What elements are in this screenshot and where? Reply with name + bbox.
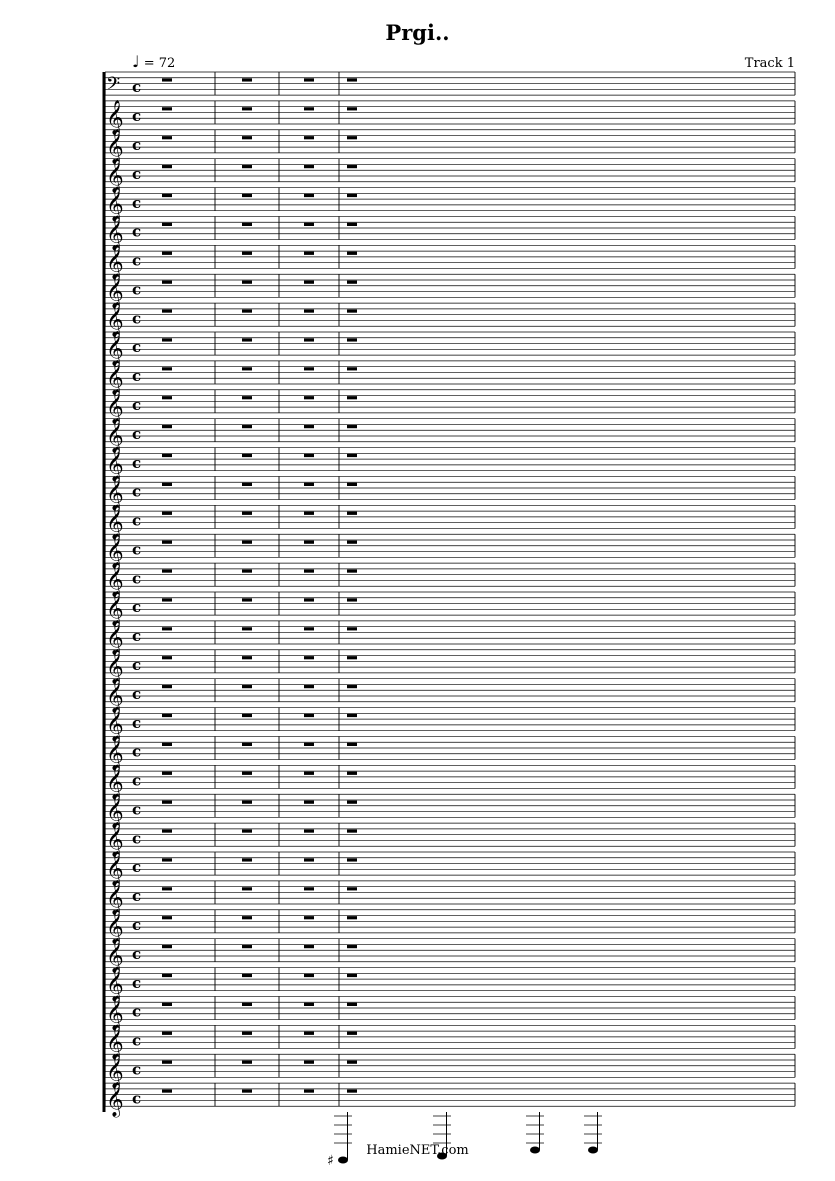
- whole-rest: [242, 512, 252, 515]
- time-signature: c: [132, 1089, 142, 1108]
- whole-rest: [347, 281, 357, 284]
- staff: [105, 533, 795, 569]
- time-signature: c: [132, 222, 142, 241]
- whole-rest: [162, 945, 172, 948]
- staff: [105, 620, 795, 656]
- quarter-note-icon: ♩: [132, 52, 140, 71]
- whole-rest: [242, 887, 252, 890]
- whole-rest: [162, 512, 172, 515]
- whole-rest: [242, 945, 252, 948]
- staff: [105, 678, 795, 714]
- treble-clef-icon: 𝄞: [106, 1024, 124, 1060]
- staff: [105, 100, 795, 136]
- staff: [105, 187, 795, 223]
- whole-rest: [162, 165, 172, 168]
- whole-rest: [304, 396, 314, 399]
- whole-rest: [304, 165, 314, 168]
- whole-rest: [347, 338, 357, 341]
- treble-clef-icon: 𝄞: [106, 966, 124, 1002]
- whole-rest: [347, 1089, 357, 1092]
- staff: [105, 562, 795, 598]
- whole-rest: [242, 367, 252, 370]
- whole-rest: [347, 309, 357, 312]
- whole-rest: [162, 829, 172, 832]
- whole-rest: [347, 1061, 357, 1064]
- whole-rest: [304, 743, 314, 746]
- staff: [105, 880, 795, 916]
- staff: [105, 216, 795, 252]
- whole-rest: [242, 136, 252, 139]
- page-title: Prgi..: [385, 20, 450, 45]
- whole-rest: [162, 541, 172, 544]
- whole-rest: [242, 252, 252, 255]
- staff: [105, 736, 795, 772]
- whole-rest: [304, 801, 314, 804]
- whole-rest: [304, 1032, 314, 1035]
- time-signature: c: [132, 771, 142, 790]
- time-signature: c: [132, 78, 142, 97]
- treble-clef-icon: 𝄞: [106, 620, 124, 655]
- whole-rest: [347, 974, 357, 977]
- staff: [105, 418, 795, 454]
- whole-rest: [162, 772, 172, 775]
- staff: [105, 158, 795, 194]
- time-signature: c: [132, 309, 142, 328]
- whole-rest: [162, 281, 172, 284]
- whole-rest: [242, 107, 252, 110]
- whole-rest: [347, 945, 357, 948]
- whole-rest: [242, 165, 252, 168]
- whole-rest: [162, 627, 172, 630]
- time-signature: c: [132, 251, 142, 270]
- treble-clef-icon: 𝄞: [106, 764, 124, 800]
- whole-rest: [304, 454, 314, 457]
- whole-rest: [304, 107, 314, 110]
- whole-rest: [304, 338, 314, 341]
- whole-rest: [304, 223, 314, 226]
- staff: [105, 851, 795, 887]
- treble-clef-icon: 𝄞: [106, 533, 124, 569]
- time-signature: c: [132, 887, 142, 906]
- whole-rest: [347, 396, 357, 399]
- whole-rest: [162, 78, 172, 81]
- whole-rest: [304, 772, 314, 775]
- whole-rest: [304, 858, 314, 861]
- staff: [105, 389, 795, 425]
- staff: [105, 504, 795, 540]
- staff: [105, 591, 795, 627]
- whole-rest: [162, 569, 172, 572]
- staff: [105, 909, 795, 945]
- whole-rest: [162, 743, 172, 746]
- whole-rest: [242, 598, 252, 601]
- treble-clef-icon: 𝄞: [106, 215, 124, 251]
- whole-rest: [304, 1003, 314, 1006]
- whole-rest: [347, 916, 357, 919]
- time-signature: c: [132, 598, 142, 617]
- whole-rest: [347, 714, 357, 717]
- time-signature: c: [132, 107, 142, 126]
- whole-rest: [304, 714, 314, 717]
- whole-rest: [242, 309, 252, 312]
- whole-rest: [304, 281, 314, 284]
- time-signature: c: [132, 973, 142, 992]
- whole-rest: [347, 887, 357, 890]
- whole-rest: [304, 309, 314, 312]
- treble-clef-icon: 𝄞: [106, 331, 124, 367]
- whole-rest: [162, 916, 172, 919]
- whole-rest: [304, 569, 314, 572]
- track-label: Track 1: [744, 56, 795, 71]
- whole-rest: [242, 396, 252, 399]
- treble-clef-icon: 𝄞: [106, 157, 124, 193]
- treble-clef-icon: 𝄞: [106, 822, 124, 858]
- whole-rest: [162, 136, 172, 139]
- note-marks: [327, 1112, 602, 1169]
- whole-rest: [242, 685, 252, 688]
- whole-rest: [347, 194, 357, 197]
- whole-rest: [304, 887, 314, 890]
- treble-clef-icon: 𝄞: [106, 186, 124, 222]
- treble-clef-icon: 𝄞: [106, 244, 124, 280]
- whole-rest: [347, 772, 357, 775]
- whole-rest: [242, 656, 252, 659]
- whole-rest: [347, 541, 357, 544]
- treble-clef-icon: 𝄞: [106, 735, 124, 771]
- staff: [105, 302, 795, 338]
- time-signature: c: [132, 742, 142, 761]
- staff: [105, 360, 795, 396]
- treble-clef-icon: 𝄞: [106, 591, 124, 627]
- whole-rest: [304, 483, 314, 486]
- time-signature: c: [132, 193, 142, 212]
- treble-clef-icon: 𝄞: [106, 504, 124, 540]
- staff: [105, 273, 795, 309]
- sharp-icon: ♯: [327, 1153, 334, 1169]
- whole-rest: [347, 136, 357, 139]
- whole-rest: [347, 656, 357, 659]
- whole-rest: [162, 887, 172, 890]
- whole-rest: [347, 512, 357, 515]
- whole-rest: [304, 425, 314, 428]
- staff: [105, 822, 795, 858]
- whole-rest: [347, 223, 357, 226]
- staff: [105, 244, 795, 280]
- whole-rest: [162, 338, 172, 341]
- time-signature: c: [132, 164, 142, 183]
- treble-clef-icon: 𝄞: [106, 1053, 124, 1089]
- time-signature: c: [132, 511, 142, 530]
- time-signature: c: [132, 453, 142, 472]
- whole-rest: [347, 801, 357, 804]
- time-signature: c: [132, 800, 142, 819]
- whole-rest: [304, 194, 314, 197]
- treble-clef-icon: 𝄞: [106, 475, 124, 511]
- whole-rest: [347, 454, 357, 457]
- staff: [105, 793, 795, 829]
- whole-rest: [242, 1089, 252, 1092]
- watermark: HamieNET.com: [366, 1143, 469, 1158]
- treble-clef-icon: 𝄞: [106, 273, 124, 309]
- whole-rest: [162, 223, 172, 226]
- whole-rest: [347, 627, 357, 630]
- treble-clef-icon: 𝄞: [106, 417, 124, 453]
- staff: [105, 967, 795, 1003]
- whole-rest: [242, 858, 252, 861]
- time-signature: c: [132, 916, 142, 934]
- staff: [105, 764, 795, 800]
- whole-rest: [242, 772, 252, 775]
- time-signature: c: [132, 829, 142, 848]
- staff: [105, 72, 795, 99]
- whole-rest: [242, 1003, 252, 1006]
- whole-rest: [242, 223, 252, 226]
- treble-clef-icon: 𝄞: [106, 706, 124, 742]
- time-signature: c: [132, 1031, 142, 1050]
- staff: [105, 476, 795, 512]
- whole-rest: [347, 165, 357, 168]
- bass-clef-icon: 𝄢: [106, 74, 121, 100]
- staff: [105, 331, 795, 367]
- whole-rest: [162, 714, 172, 717]
- rest-marks: [162, 78, 357, 1092]
- whole-rest: [347, 858, 357, 861]
- whole-rest: [304, 367, 314, 370]
- whole-rest: [304, 1061, 314, 1064]
- whole-rest: [304, 78, 314, 81]
- whole-rest: [242, 916, 252, 919]
- whole-rest: [162, 425, 172, 428]
- whole-rest: [242, 1032, 252, 1035]
- treble-clef-icon: 𝄞: [106, 995, 124, 1031]
- whole-rest: [304, 829, 314, 832]
- whole-rest: [162, 367, 172, 370]
- whole-rest: [242, 801, 252, 804]
- treble-clef-icon: 𝄞: [106, 880, 124, 915]
- time-signature: c: [132, 944, 142, 963]
- time-signature: c: [132, 338, 142, 357]
- time-signature: c: [132, 627, 142, 646]
- whole-rest: [242, 627, 252, 630]
- whole-rest: [242, 281, 252, 284]
- whole-rest: [347, 483, 357, 486]
- treble-clef-icon: 𝄞: [106, 851, 124, 887]
- whole-rest: [304, 136, 314, 139]
- whole-rest: [162, 1089, 172, 1092]
- whole-rest: [304, 252, 314, 255]
- whole-rest: [347, 78, 357, 81]
- treble-clef-icon: 𝄞: [106, 100, 124, 135]
- whole-rest: [347, 367, 357, 370]
- whole-rest: [304, 627, 314, 630]
- staff: [105, 1024, 795, 1060]
- whole-rest: [162, 396, 172, 399]
- treble-clef-icon: 𝄞: [106, 562, 124, 598]
- whole-rest: [304, 512, 314, 515]
- whole-rest: [347, 1003, 357, 1006]
- staff: [105, 938, 795, 974]
- whole-rest: [162, 194, 172, 197]
- time-signature: c: [132, 1060, 142, 1079]
- whole-rest: [304, 541, 314, 544]
- whole-rest: [304, 598, 314, 601]
- whole-rest: [347, 425, 357, 428]
- whole-rest: [162, 252, 172, 255]
- time-signature: c: [132, 367, 142, 386]
- time-signature: c: [132, 684, 142, 703]
- time-signature: c: [132, 1002, 142, 1021]
- whole-rest: [242, 1061, 252, 1064]
- treble-clef-icon: 𝄞: [106, 1082, 124, 1118]
- time-signature: c: [132, 280, 142, 299]
- time-signature: c: [132, 540, 142, 559]
- whole-rest: [347, 743, 357, 746]
- whole-rest: [162, 483, 172, 486]
- whole-rest: [162, 801, 172, 804]
- whole-rest: [347, 829, 357, 832]
- whole-rest: [162, 1003, 172, 1006]
- whole-rest: [242, 483, 252, 486]
- whole-rest: [162, 1032, 172, 1035]
- whole-rest: [162, 454, 172, 457]
- staff: [105, 447, 795, 483]
- whole-rest: [162, 107, 172, 110]
- whole-rest: [242, 425, 252, 428]
- treble-clef-icon: 𝄞: [106, 302, 124, 338]
- whole-rest: [242, 194, 252, 197]
- staff: [105, 1082, 795, 1118]
- whole-rest: [304, 656, 314, 659]
- whole-rest: [304, 916, 314, 919]
- whole-rest: [347, 685, 357, 688]
- whole-rest: [162, 309, 172, 312]
- whole-rest: [242, 454, 252, 457]
- treble-clef-icon: 𝄞: [106, 446, 124, 482]
- whole-rest: [162, 974, 172, 977]
- whole-rest: [304, 685, 314, 688]
- time-signature: c: [132, 136, 142, 154]
- staff-system: [104, 72, 795, 1118]
- whole-rest: [242, 569, 252, 572]
- staff: [105, 1053, 795, 1089]
- whole-rest: [162, 656, 172, 659]
- whole-rest: [162, 685, 172, 688]
- time-signature: c: [132, 713, 142, 732]
- whole-rest: [347, 569, 357, 572]
- whole-rest: [347, 598, 357, 601]
- whole-rest: [347, 107, 357, 110]
- staff: [105, 129, 795, 165]
- time-signature: c: [132, 482, 142, 501]
- staff: [105, 649, 795, 685]
- time-signature: c: [132, 569, 142, 588]
- treble-clef-icon: 𝄞: [106, 360, 124, 395]
- treble-clef-icon: 𝄞: [106, 793, 124, 829]
- treble-clef-icon: 𝄞: [106, 388, 124, 424]
- whole-rest: [347, 1032, 357, 1035]
- whole-rest: [242, 541, 252, 544]
- time-signature: c: [132, 656, 142, 674]
- whole-rest: [304, 945, 314, 948]
- whole-rest: [242, 714, 252, 717]
- time-signature: c: [132, 424, 142, 443]
- time-signature: c: [132, 858, 142, 877]
- treble-clef-icon: 𝄞: [106, 937, 124, 973]
- staff: [105, 707, 795, 743]
- whole-rest: [162, 1061, 172, 1064]
- whole-rest: [242, 974, 252, 977]
- whole-rest: [304, 974, 314, 977]
- whole-rest: [304, 1089, 314, 1092]
- treble-clef-icon: 𝄞: [106, 908, 124, 944]
- whole-rest: [162, 858, 172, 861]
- whole-rest: [347, 252, 357, 255]
- tempo-value: = 72: [143, 56, 176, 71]
- whole-rest: [242, 829, 252, 832]
- whole-rest: [162, 598, 172, 601]
- whole-rest: [242, 78, 252, 81]
- time-signature: c: [132, 396, 142, 414]
- whole-rest: [242, 743, 252, 746]
- treble-clef-icon: 𝄞: [106, 677, 124, 713]
- treble-clef-icon: 𝄞: [106, 128, 124, 164]
- staff: [105, 996, 795, 1032]
- whole-rest: [242, 338, 252, 341]
- treble-clef-icon: 𝄞: [106, 648, 124, 684]
